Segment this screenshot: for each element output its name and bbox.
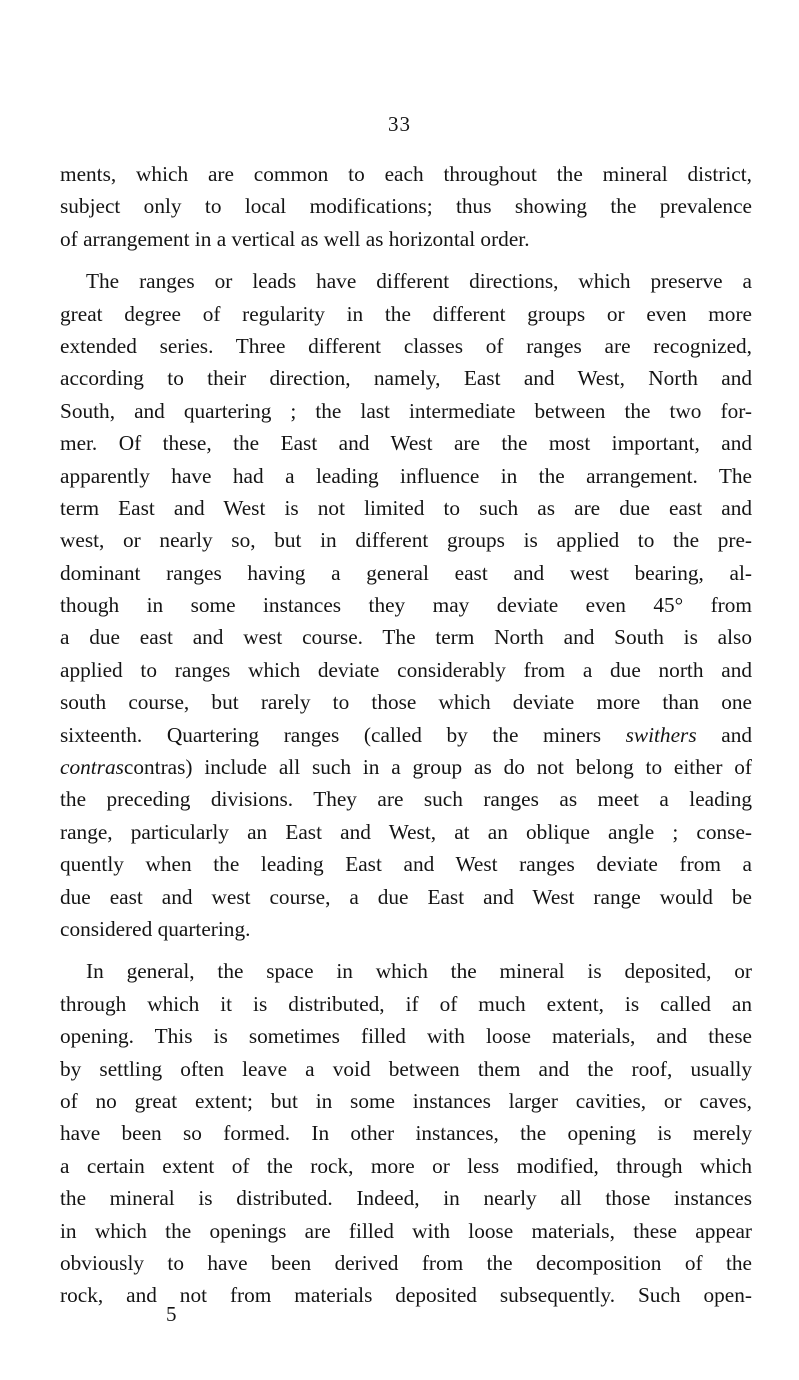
paragraph-openings xyxy=(60,955,752,1311)
text-line: the mineral is distributed. Indeed, in nearly all those instances xyxy=(60,1186,752,1211)
text-fragment: contras) include all such in a group as do not belong to either of xyxy=(123,755,752,780)
text-line: apparently have had a leading influence in the arrangement. The xyxy=(60,463,752,488)
text-line: term East and West is not limited to such as are due east and xyxy=(60,495,752,520)
text-line: rock, and not from materials deposited subsequently. Such open- xyxy=(60,1283,752,1308)
text-line: applied to ranges which deviate considerably from a due north and xyxy=(60,657,752,682)
text-line: ments, which are common to each throughout the mineral district, xyxy=(60,162,752,186)
text-line: in which the openings are filled with loose materials, these appear xyxy=(60,1218,752,1243)
text-fragment: and xyxy=(696,722,752,747)
text-line: The ranges or leads have different directions, which preserve a xyxy=(86,269,752,294)
text-line: subject only to local modifications; thus showing the prevalence xyxy=(60,194,752,219)
text-fragment: sixteenth. Quartering ranges (called by the miners xyxy=(60,722,626,747)
text-line: obviously to have been derived from the decomposition of the xyxy=(60,1250,752,1275)
text-line: range, particularly an East and West, at an oblique angle ; conse- xyxy=(60,819,752,844)
text-line: a due east and west course. The term North and South is also xyxy=(60,625,752,650)
italic-term-swithers: swithers xyxy=(625,722,697,747)
text-line: according to their direction, namely, East and West, North and xyxy=(60,366,752,391)
page-number: 33 xyxy=(388,112,411,136)
text-line: have been so formed. In other instances, the opening is merely xyxy=(60,1121,752,1146)
text-line: the preceding divisions. They are such ranges as meet a leading xyxy=(60,787,752,812)
text-line: opening. This is sometimes filled with loose materials, and these xyxy=(60,1024,752,1049)
text-line: a certain extent of the rock, more or less modified, through which xyxy=(60,1153,752,1178)
text-line: of arrangement in a vertical as well as horizontal order. xyxy=(60,226,530,251)
text-line: due east and west course, a due East and West range would be xyxy=(60,884,752,909)
text-line: of no great extent; but in some instances larger cavities, or caves, xyxy=(60,1088,752,1113)
text-line: south course, but rarely to those which deviate more than one xyxy=(60,690,752,715)
text-line: by settling often leave a void between them and the roof, usually xyxy=(60,1056,752,1081)
text-line: west, or nearly so, but in different groups is applied to the pre- xyxy=(60,528,752,553)
signature-mark: 5 xyxy=(166,1302,177,1326)
text-line: dominant ranges having a general east and west bearing, al- xyxy=(60,560,752,585)
text-line: extended series. Three different classes of ranges are recognized, xyxy=(60,333,752,358)
text-line: mer. Of these, the East and West are the most important, and xyxy=(60,431,752,456)
paragraph-continuation xyxy=(60,158,752,255)
body-text xyxy=(60,158,752,1312)
text-line: In general, the space in which the mineral is deposited, or xyxy=(86,959,752,984)
text-line-with-italic xyxy=(60,751,752,783)
text-line: South, and quartering ; the last intermediate between the two for- xyxy=(60,398,752,423)
text-line: though in some instances they may deviate even 45° from xyxy=(60,593,752,618)
paragraph-ranges xyxy=(60,265,752,945)
text-line: great degree of regularity in the different groups or even more xyxy=(60,301,752,326)
text-line: quently when the leading East and West ranges deviate from a xyxy=(60,852,752,877)
text-line: through which it is distributed, if of much extent, is called an xyxy=(60,991,752,1016)
text-line-with-italic xyxy=(60,719,752,751)
text-line: considered quartering. xyxy=(60,916,251,941)
italic-term-contras: contras xyxy=(60,755,124,780)
